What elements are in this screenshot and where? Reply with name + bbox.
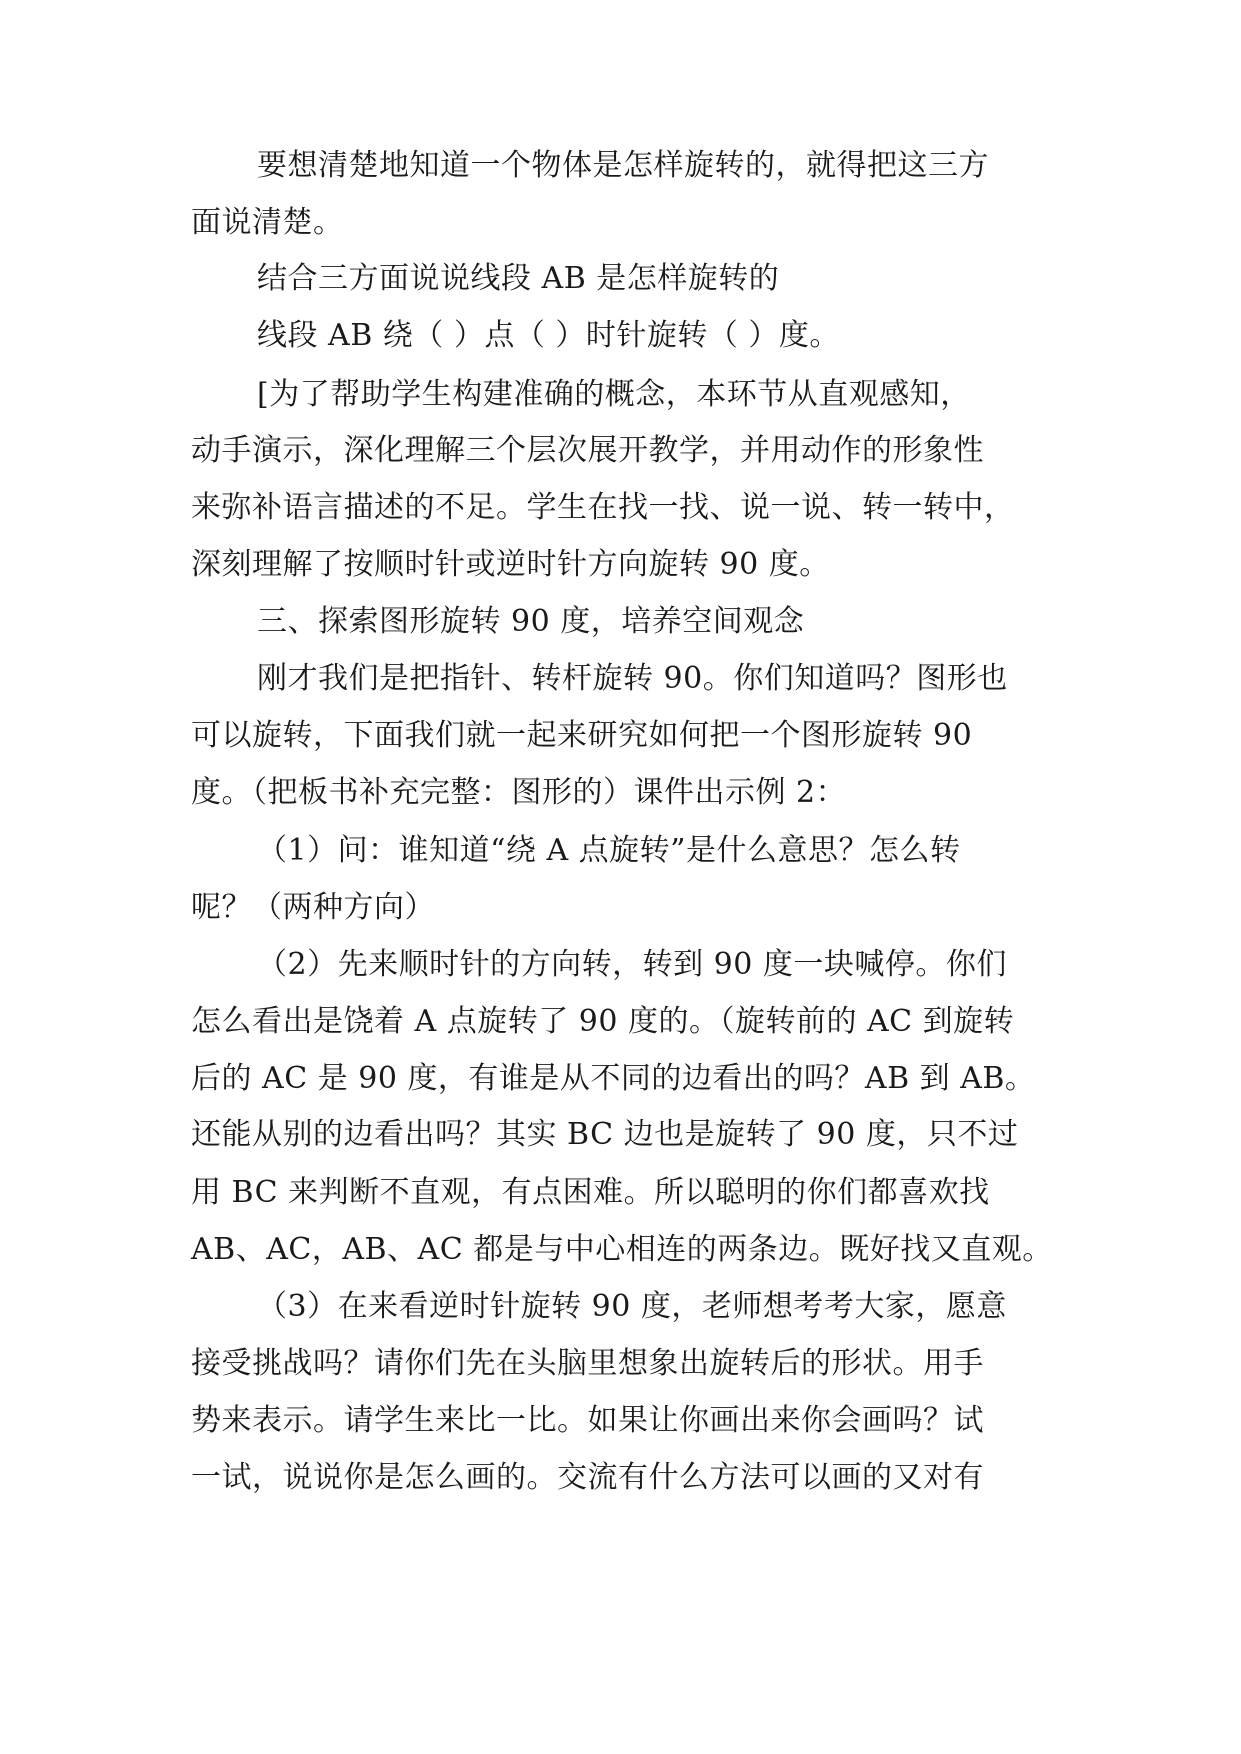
paragraph-line: 要想清楚地知道一个物体是怎样旋转的，就得把这三方	[257, 148, 989, 183]
paragraph-line: 动手演示，深化理解三个层次展开教学，并用动作的形象性	[191, 433, 984, 468]
paragraph-line: 接受挑战吗？请你们先在头脑里想象出旋转后的形状。用手	[191, 1346, 984, 1381]
paragraph-line: 一试，说说你是怎么画的。交流有什么方法可以画的又对有	[191, 1460, 984, 1495]
paragraph-line: （1）问：谁知道“绕 A 点旋转”是什么意思？怎么转	[257, 833, 961, 868]
paragraph-line: 怎么看出是饶着 A 点旋转了 90 度的。（旋转前的 AC 到旋转	[191, 1004, 1015, 1039]
paragraph-line: 面说清楚。	[191, 205, 344, 240]
paragraph-line: 用 BC 来判断不直观，有点困难。所以聪明的你们都喜欢找	[191, 1175, 990, 1210]
paragraph-line: 深刻理解了按顺时针或逆时针方向旋转 90 度。	[191, 547, 830, 582]
paragraph-line: 结合三方面说说线段 AB 是怎样旋转的	[257, 261, 780, 296]
paragraph-line: 刚才我们是把指针、转杆旋转 90。你们知道吗？图形也	[257, 661, 1008, 696]
section-heading: 三、探索图形旋转 90 度，培养空间观念	[257, 604, 805, 639]
paragraph-line: [为了帮助学生构建准确的概念，本环节从直观感知，	[257, 377, 971, 412]
paragraph-line: 线段 AB 绕（ ）点（ ）时针旋转（ ）度。	[257, 318, 840, 353]
paragraph-line: 势来表示。请学生来比一比。如果让你画出来你会画吗？试	[191, 1403, 984, 1438]
paragraph-line: 可以旋转，下面我们就一起来研究如何把一个图形旋转 90	[191, 718, 973, 753]
paragraph-line: （2）先来顺时针的方向转，转到 90 度一块喊停。你们	[257, 947, 1007, 982]
paragraph-line: （3）在来看逆时针旋转 90 度，老师想考考大家，愿意	[257, 1289, 1007, 1324]
paragraph-line: 度。（把板书补充完整：图形的）课件出示例 2：	[191, 775, 847, 810]
paragraph-line: 后的 AC 是 90 度，有谁是从不同的边看出的吗？AB 到 AB。	[191, 1061, 1036, 1096]
paragraph-line: 来弥补语言描述的不足。学生在找一找、说一说、转一转中，	[191, 490, 1015, 525]
paragraph-line: 呢？（两种方向）	[191, 890, 435, 925]
paragraph-line: AB、AC，AB、AC 都是与中心相连的两条边。既好找又直观。	[191, 1232, 1053, 1267]
paragraph-line: 还能从别的边看出吗？其实 BC 边也是旋转了 90 度，只不过	[191, 1117, 1019, 1152]
